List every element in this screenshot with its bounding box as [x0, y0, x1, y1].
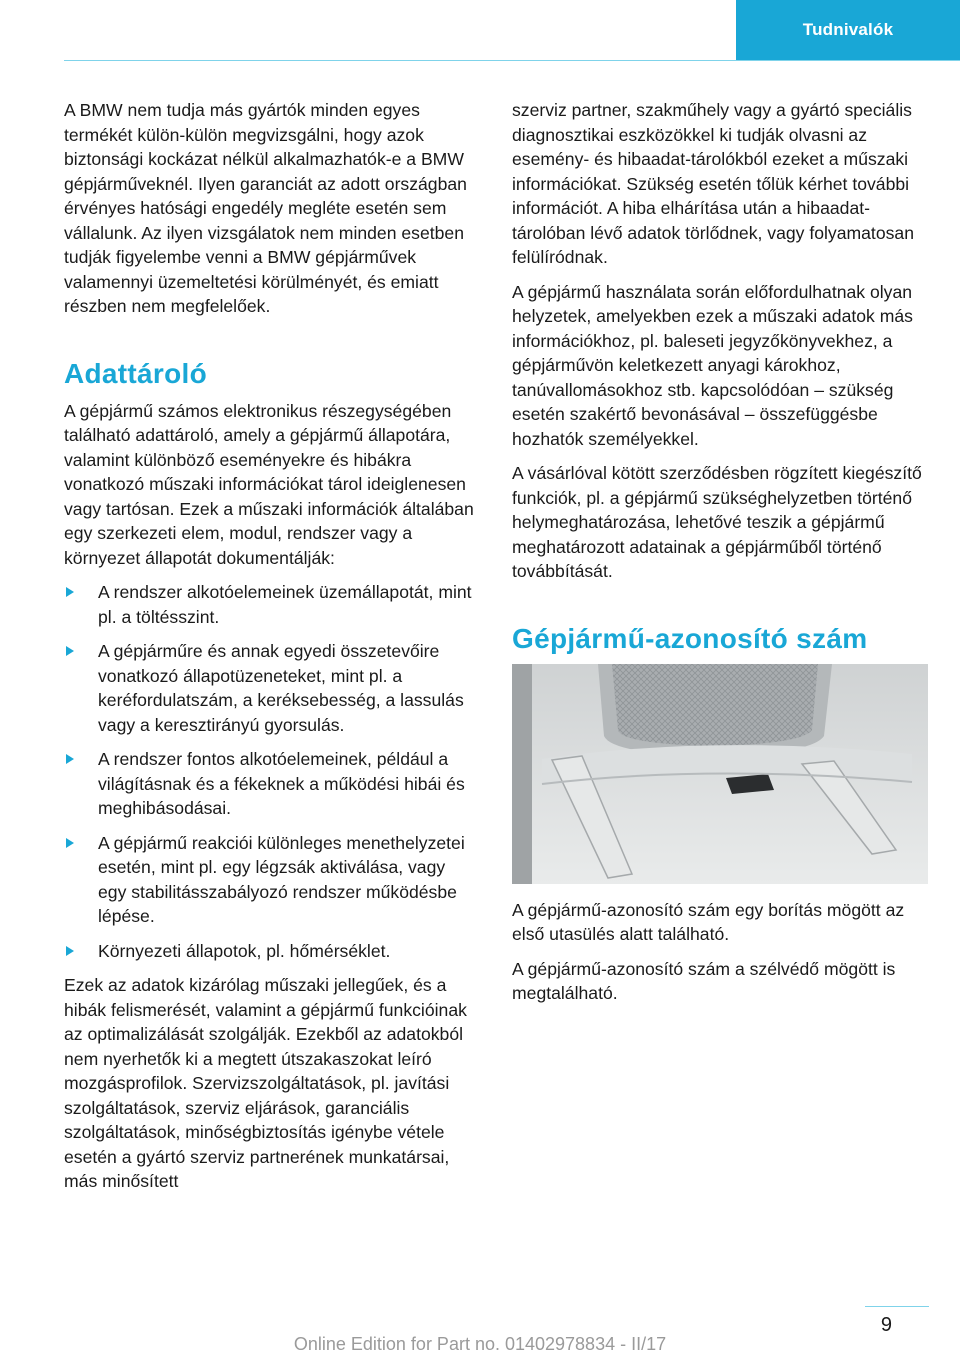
- right-column: [512, 98, 928, 1016]
- intro-paragraph: A BMW nem tudja más gyártók minden egyes termékét külön-külön megvizsgálni, hogy azok biztonsági kockázat nélkül alkalmazhatók-e a BMW gépjárműveknél. Ilyen garanciát az adott országban érvényes hatósági engedély megléte esetén sem vállalunk. Az ilyen vizsgálatok nem minden esetben tudják figyelembe venni a BMW gépjárművek valamennyi üzemeltetési körülményét, és emiatt részben nem megfelelőek.: [64, 100, 467, 316]
- heading-vin: Gépjármű-azonosító szám: [512, 622, 868, 654]
- section-title: Tudnivalók: [802, 20, 894, 39]
- list-item: A rendszer fontos alkotóelemeinek, például a világításnak és a fékeknek a működési hibái és meghibásodásai.: [64, 747, 476, 821]
- data-storage-paragraph: A gépjármű számos elektronikus részegységében található adattároló, amely a gépjármű állapotára, valamint különböző eseményekre és hibákra vonatkozó műszaki információkat tárol ideiglenesen vagy tartósan. Ezek a műszaki információk általában egy szerkezeti elem, modul, rendszer vagy a környezet állapotát dokumentálják:: [64, 400, 474, 568]
- contract-paragraph: A vásárlóval kötött szerződésben rögzített kiegészítő funkciók, pl. a gépjármű szükséghelyzetben történő helymeghatározása, lehetővé teszik a gépjármű meghatározott adatainak a gépjárműből történő továbbítását.: [512, 463, 922, 581]
- bullet-triangle-icon: [66, 946, 74, 956]
- vin-location-photo: [512, 664, 928, 884]
- vin-windshield-paragraph: A gépjármű-azonosító szám a szélvédő mögött is megtalálható.: [512, 958, 896, 1003]
- left-column: [64, 98, 476, 1204]
- list-item: Környezeti állapotok, pl. hőmérséklet.: [64, 939, 476, 964]
- bullet-triangle-icon: [66, 754, 74, 764]
- usage-paragraph: A gépjármű használata során előfordulhatnak olyan helyzetek, amelyekben ezek a műszaki adatok más információkhoz, pl. baleseti jegyzőkönyvekhez, a gépjárművön keletkezett anyagi károkhoz, tanúvallomásokhoz stb. kapcsolódóan – szükség esetén szakértő bevonásával – összefüggésbe hozhatók személyekkel.: [512, 281, 913, 449]
- edition-note: Online Edition for Part no. 01402978834 - II/17: [293, 1334, 667, 1354]
- continued-paragraph: szerviz partner, szakműhely vagy a gyártó speciális diagnosztikai eszközökkel ki tudják olvasni az esemény- és hibaadat-tárolókból ezeket a műszaki információkat. Szükség esetén tőlük kérhet további információt. A hiba elhárítása után a hibaadat-tárolóban lévő adatok törlődnek, vagy folyamatosan felülíródnak.: [512, 100, 914, 267]
- bullet-list: [64, 580, 476, 963]
- bullet-triangle-icon: [66, 838, 74, 848]
- bullet-triangle-icon: [66, 646, 74, 656]
- technical-data-paragraph: Ezek az adatok kizárólag műszaki jellegűek, és a hibák felismerését, valamint a gépjármű funkcióinak az optimalizálását szolgálják. Ezekből az adatokból nem nyerhetők ki a megtett útszakaszokat leíró mozgásprofilok. Szervizszolgáltatások, pl. javítási szolgáltatások, szerviz eljárások, garanciális szolgáltatások, minőségbiztosítás igénybe vétele esetén a gyártó szerviz partnerének munkatársai, más minősített: [64, 975, 467, 1191]
- bullet-triangle-icon: [66, 587, 74, 597]
- page-number: 9: [880, 1314, 892, 1336]
- list-item: A gépjármű reakciói különleges menethelyzetei esetén, mint pl. egy légzsák aktiválása, vagy egy stabilitásszabályozó rendszer működésbe lépése.: [64, 831, 476, 929]
- header-rule: [64, 60, 960, 61]
- footer-rule: [865, 1306, 929, 1307]
- section-tab: [736, 0, 960, 60]
- heading-data-storage: Adattároló: [64, 357, 207, 389]
- vin-seat-paragraph: A gépjármű-azonosító szám egy borítás mögött az első utasülés alatt található.: [512, 899, 905, 944]
- list-item: A gépjárműre és annak egyedi összetevőire vonatkozó állapotüzeneteket, mint pl. a keréfordulatszám, a keréksebesség, a lassulás vagy a keresztirányú gyorsulás.: [64, 639, 476, 737]
- list-item: A rendszer alkotóelemeinek üzemállapotát, mint pl. a töltésszint.: [64, 580, 476, 629]
